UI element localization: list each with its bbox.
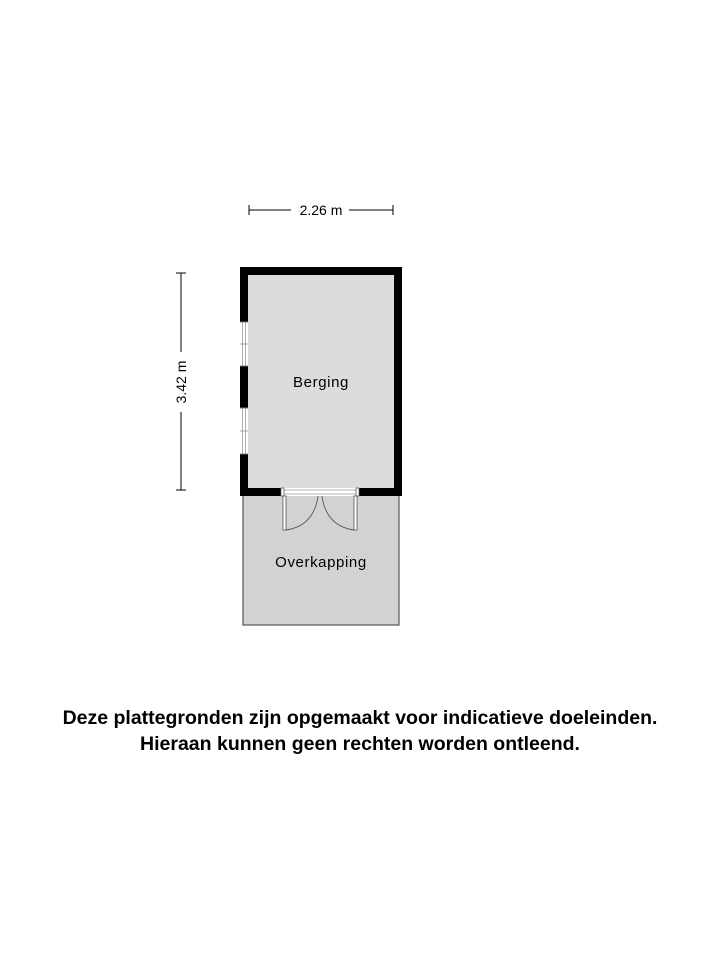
width-dimension [249,202,393,218]
room-label-canopy: Overkapping [275,554,367,571]
disclaimer-line-1: Deze plattegronden zijn opgemaakt voor indicatieve doeleinden. [62,707,658,729]
depth-dimension [173,273,189,490]
window-left-lower [240,408,248,454]
disclaimer-line-2: Hieraan kunnen geen rechten worden ontleend. [140,733,580,755]
depth-dimension-label: 3.42 m [173,360,189,404]
room-label-storage: Berging [293,374,349,391]
width-dimension-label: 2.26 m [299,202,343,218]
window-left-upper [240,322,248,366]
